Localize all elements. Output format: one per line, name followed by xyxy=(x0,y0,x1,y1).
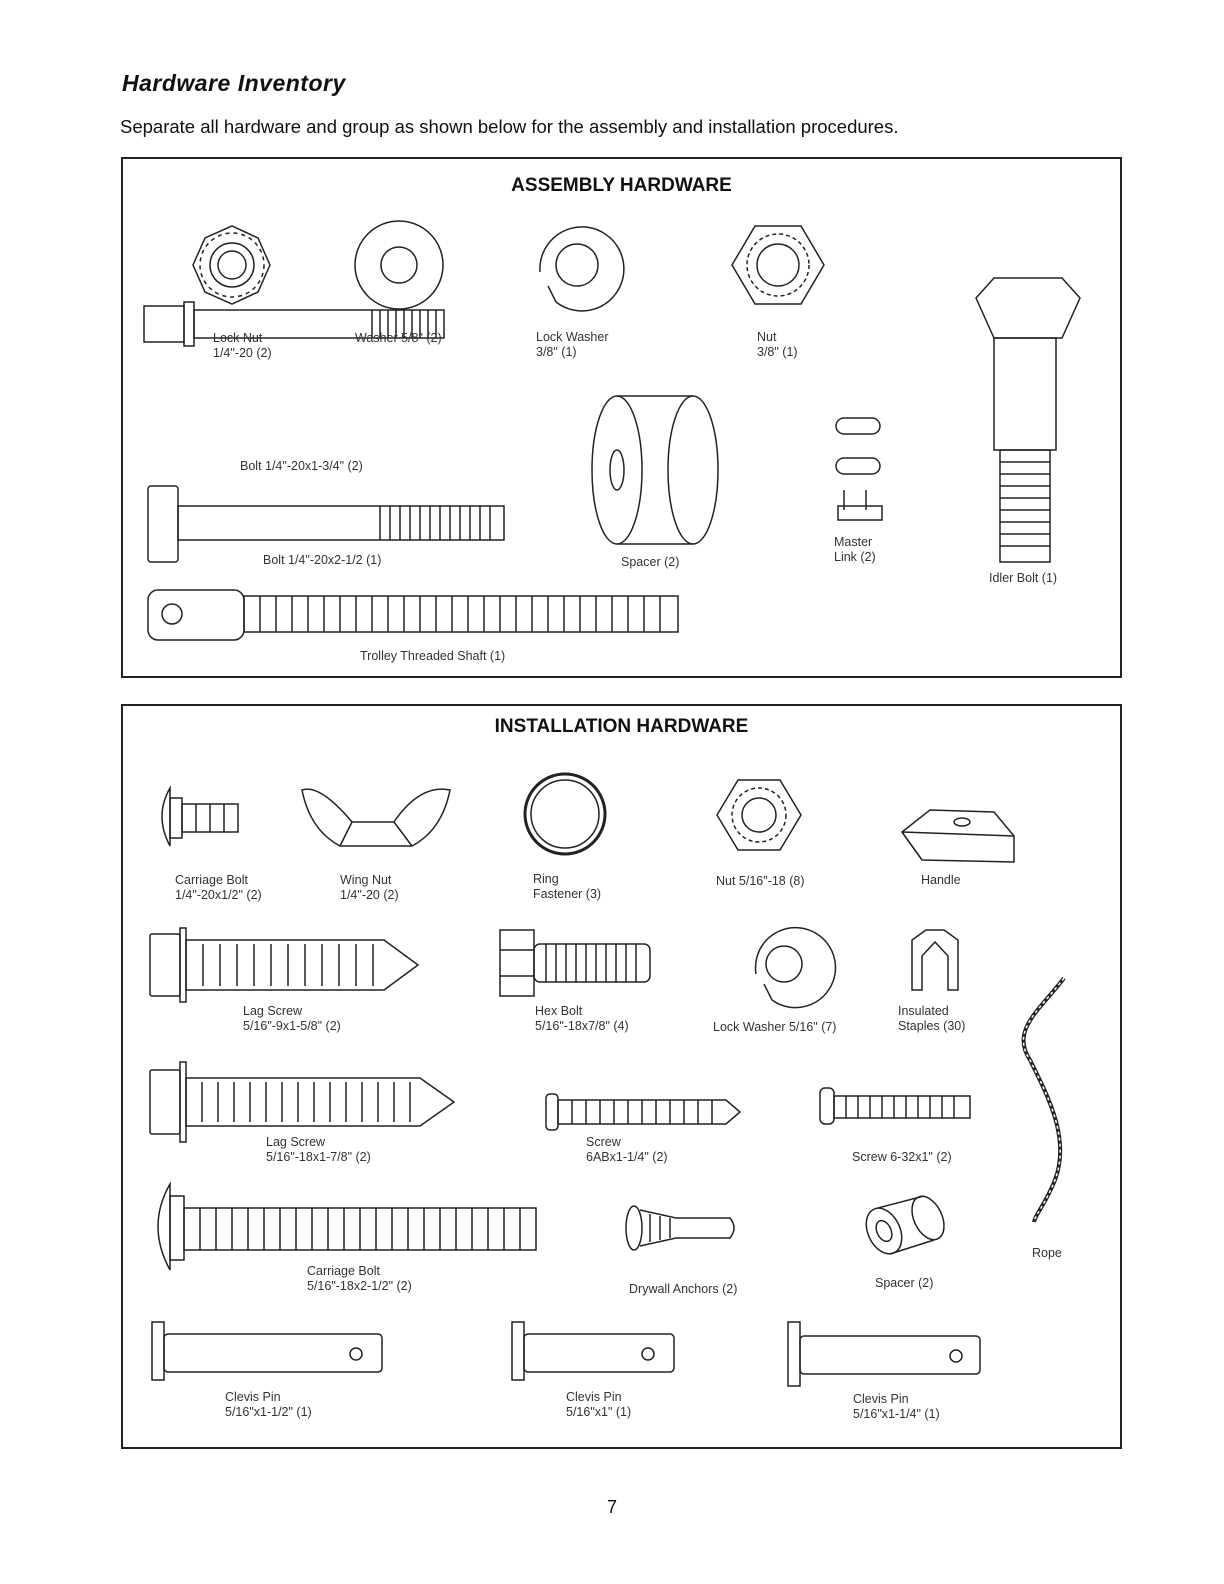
label-nut-516: Nut 5/16"-18 (8) xyxy=(716,874,805,888)
ring-fastener-icon xyxy=(525,774,605,854)
drywall-anchors-icon xyxy=(626,1206,734,1250)
label-lock-washer-516: Lock Washer 5/16" (7) xyxy=(713,1020,837,1034)
washer-icon xyxy=(355,221,443,309)
assembly-heading: ASSEMBLY HARDWARE xyxy=(511,175,732,196)
label-lag-screw-2: Lag Screw 5/16"-18x1-7/8" (2) xyxy=(266,1135,371,1164)
label-master-link: Master Link (2) xyxy=(834,535,876,564)
handle-icon xyxy=(902,810,1014,862)
trolley-threaded-shaft-icon xyxy=(148,590,678,640)
hex-bolt-icon xyxy=(500,930,650,996)
label-handle: Handle xyxy=(921,873,961,887)
carriage-bolt-2-icon xyxy=(158,1184,536,1270)
label-idler-bolt: Idler Bolt (1) xyxy=(989,571,1058,585)
clevis-pin-3-icon xyxy=(788,1322,980,1386)
carriage-bolt-1-icon xyxy=(162,788,238,846)
spacer-2-icon xyxy=(859,1191,950,1259)
wing-nut-icon xyxy=(302,789,450,846)
screw-6abx-icon xyxy=(546,1094,740,1130)
label-trolley-threaded-shaft: Trolley Threaded Shaft (1) xyxy=(360,649,506,663)
label-insulated-staples: Insulated Staples (30) xyxy=(898,1004,966,1033)
label-spacer-2: Spacer (2) xyxy=(875,1276,934,1290)
label-rope: Rope xyxy=(1032,1246,1062,1260)
label-lag-screw-1: Lag Screw 5/16"-9x1-5/8" (2) xyxy=(243,1004,341,1033)
label-drywall-anchors: Drywall Anchors (2) xyxy=(629,1282,738,1296)
label-clevis-pin-1: Clevis Pin 5/16"x1-1/2" (1) xyxy=(225,1390,312,1419)
idler-bolt-icon xyxy=(976,278,1080,562)
label-carriage-bolt-1: Carriage Bolt 1/4"-20x1/2" (2) xyxy=(175,873,262,902)
lock-washer-516-icon xyxy=(755,928,835,1008)
lag-screw-1-icon xyxy=(150,928,418,1002)
label-carriage-bolt-2: Carriage Bolt 5/16"-18x2-1/2" (2) xyxy=(307,1264,412,1293)
rope-icon xyxy=(1023,978,1064,1222)
label-lock-nut: Lock Nut 1/4"-20 (2) xyxy=(213,331,272,360)
spacer-icon xyxy=(592,396,718,544)
bolt-2-icon xyxy=(148,486,504,562)
label-clevis-pin-3: Clevis Pin 5/16"x1-1/4" (1) xyxy=(853,1392,940,1421)
lock-washer-icon xyxy=(540,227,624,311)
label-ring-fastener: Ring Fastener (3) xyxy=(533,872,602,901)
installation-heading: INSTALLATION HARDWARE xyxy=(494,716,749,737)
label-lock-washer: Lock Washer 3/8" (1) xyxy=(536,330,609,359)
clevis-pin-1-icon xyxy=(152,1322,382,1380)
label-spacer: Spacer (2) xyxy=(621,555,680,569)
label-clevis-pin-2: Clevis Pin 5/16"x1" (1) xyxy=(566,1390,632,1419)
nut-516-icon xyxy=(717,780,801,850)
label-hex-bolt: Hex Bolt 5/16"-18x7/8" (4) xyxy=(535,1004,629,1033)
label-bolt-1: Bolt 1/4"-20x1-3/4" (2) xyxy=(240,459,363,473)
page-number: 7 xyxy=(606,1497,617,1517)
page-title: Hardware Inventory xyxy=(122,70,346,96)
screw-632-icon xyxy=(820,1088,970,1124)
master-link-icon xyxy=(836,418,882,520)
label-screw-6abx: Screw 6ABx1-1/4" (2) xyxy=(586,1135,668,1164)
lag-screw-2-icon xyxy=(150,1062,454,1142)
clevis-pin-2-icon xyxy=(512,1322,674,1380)
label-washer: Washer 5/8" (2) xyxy=(355,331,442,345)
intro-text: Separate all hardware and group as shown below for the assembly and installation procedures. xyxy=(120,116,899,137)
label-wing-nut: Wing Nut 1/4"-20 (2) xyxy=(340,873,399,902)
insulated-staples-icon xyxy=(912,930,958,990)
lock-nut-icon xyxy=(193,226,270,304)
nut-icon xyxy=(732,226,824,304)
label-bolt-2: Bolt 1/4"-20x2-1/2 (1) xyxy=(263,553,382,567)
label-nut: Nut 3/8" (1) xyxy=(757,330,798,359)
label-screw-632: Screw 6-32x1" (2) xyxy=(852,1150,952,1164)
